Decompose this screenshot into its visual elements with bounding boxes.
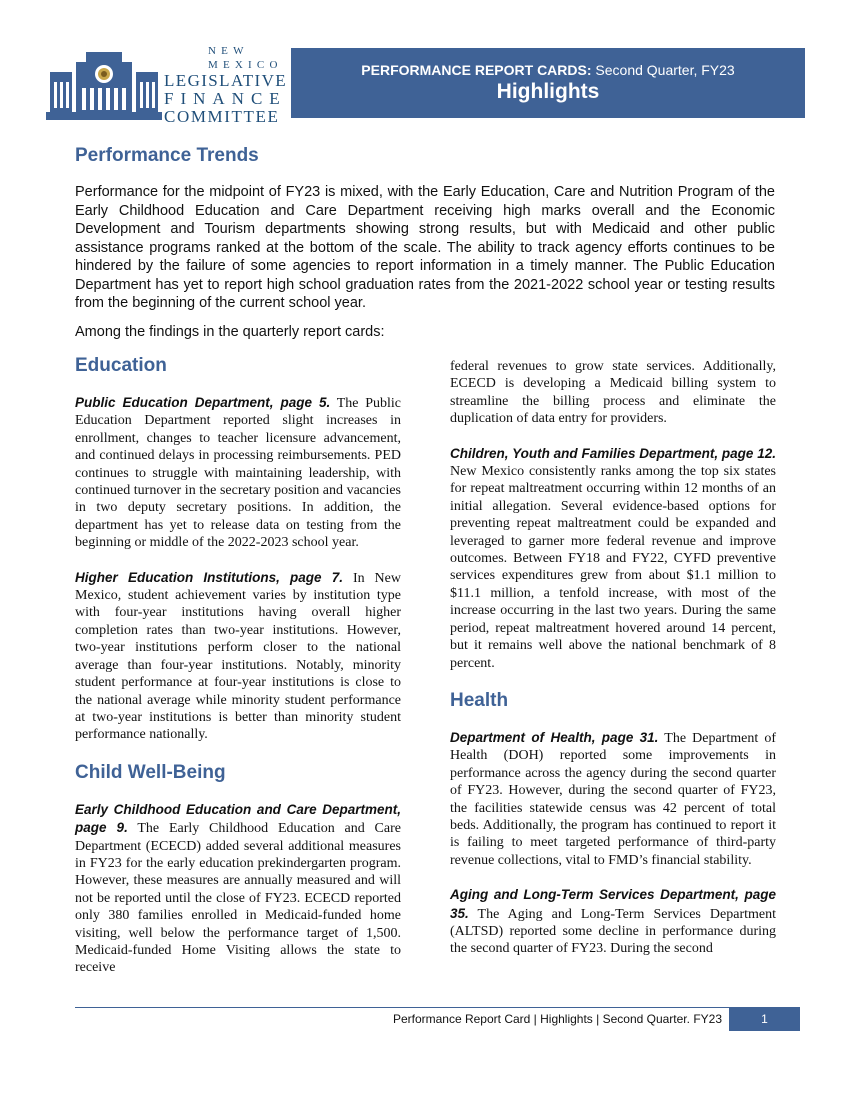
banner-label: PERFORMANCE REPORT CARDS: — [361, 62, 592, 78]
findings-lead: Among the findings in the quarterly report cards: — [75, 324, 385, 340]
hei-text: In New Mexico, student achievement varies by institution type with four-year institutions having overall higher completion rates than two-year institutions. However, two-year institutions perform closer to the national average than four-year institutions. Notably, minority student performance at four-year institutions is close to the national average while minority student performance at two-year institutions is better than minority student performance nationally. — [75, 570, 401, 743]
banner-title: Highlights — [496, 80, 600, 103]
logo-finance: FINANCE — [164, 89, 287, 108]
hei-paragraph — [75, 569, 401, 744]
header-banner — [291, 48, 805, 118]
doh-paragraph — [450, 729, 776, 869]
altsd-paragraph — [450, 886, 776, 958]
page-number: 1 — [729, 1007, 800, 1031]
education-heading: Education — [75, 355, 167, 376]
logo-legislative: LEGISLATIVE — [164, 71, 288, 90]
left-column — [75, 355, 401, 977]
logo-committee: COMMITTEE — [164, 107, 280, 126]
lfc-logo — [46, 44, 288, 126]
logo-state: NEW MEXICO — [208, 45, 283, 71]
ececd-agency-label: Early Childhood Education and Care Department, page 9. — [75, 801, 401, 836]
performance-trends-heading: Performance Trends — [75, 145, 259, 166]
ped-text: The Public Education Department reported slight increases in enrollment, changes to teacher licensure advancement, and continued delays in processing reimbursements. PED continues to struggle with maintaining leadership, with continued turnover in the secretary position and vacancies in two deputy secretary positions. In addition, the department has yet to release data on testing from the beginning or middle of the 2022-2023 school year. — [75, 396, 401, 551]
doh-text: The Department of Health (DOH) reported some improvements in performance across the agency during the second quarter of FY23. However, during the second quarter of FY23, the facilities statewide census was 42 percent of total beds. Additionally, the program has continued to report it is failing to meet targeted performance of third-party revenue collections, vital to FMD’s financial stability. — [450, 730, 776, 868]
cyfd-paragraph — [450, 445, 776, 672]
footer-caption: Performance Report Card | Highlights | Second Quarter. FY23 — [392, 1012, 722, 1026]
cyfd-agency-label: Children, Youth and Families Department, page 12. — [450, 445, 776, 461]
ped-agency-label: Public Education Department, page 5. — [75, 395, 331, 410]
cyfd-text: New Mexico consistently ranks among the top six states for repeat maltreatment occurring within 12 months of an initial allegation. Several evidence-based options for preventing repeat maltreatment could be expanded and leveraged to garner more federal revenue and improve outcomes. Between FY18 and FY22, CYFD preventive services expenditures grew from about $1.1 million to $11.1 million, a tenfold increase, with most of the increase occurring in the last two years. During the same period, repeat maltreatment hovered around 14 percent, but it remains well above the national benchmark of 8 percent. — [450, 464, 776, 671]
health-heading: Health — [450, 689, 509, 711]
footer-rule — [75, 1007, 800, 1008]
doh-agency-label: Department of Health, page 31. — [450, 729, 659, 745]
intro-paragraph: Performance for the midpoint of FY23 is mixed, with the Early Education, Care and Nutrition Program of the Early Childhood Education and Care Department receiving high marks overall and the Economic Development and Tourism departments showing strong results, but with Medicaid and other public assistance programs ranked at the bottom of the scale. The ability to track agency efforts continues to be hindered by the failure of some agencies to report information in a timely manner. The Public Education Department has yet to report high school graduation rates from the 2021-2022 school year or testing results from the beginning of the current school year. — [75, 184, 775, 311]
capitol-building-icon — [46, 44, 164, 122]
ececd-text: The Early Childhood Education and Care Department (ECECD) added several additional measures in FY23 for the early education prekindergarten program. However, these measures are annually measured and will not be reported until the close of FY23. ECECD reported only 380 families enrolled in Medicaid-funded home visiting, well below the performance target of 1,500. Medicaid-funded Home Visiting allows the state to receive — [75, 821, 401, 976]
hei-agency-label: Higher Education Institutions, page 7. — [75, 569, 344, 585]
ped-paragraph — [75, 394, 401, 552]
right-column — [450, 358, 776, 958]
altsd-agency-label: Aging and Long-Term Services Department, page 35. — [450, 887, 776, 921]
ececd-paragraph — [75, 801, 401, 977]
altsd-text: The Aging and Long-Term Services Department (ALTSD) reported some decline in performance during the second quarter of FY23. During the second — [450, 906, 776, 957]
banner-subtitle — [291, 62, 805, 79]
ececd-continued-paragraph: federal revenues to grow state services. Additionally, ECECD is developing a Medicaid billing system to streamline the billing process and eliminate the duplication of data entry for providers. — [450, 359, 776, 427]
child-wellbeing-heading: Child Well-Being — [75, 761, 226, 783]
banner-period: Second Quarter, FY23 — [591, 62, 735, 78]
